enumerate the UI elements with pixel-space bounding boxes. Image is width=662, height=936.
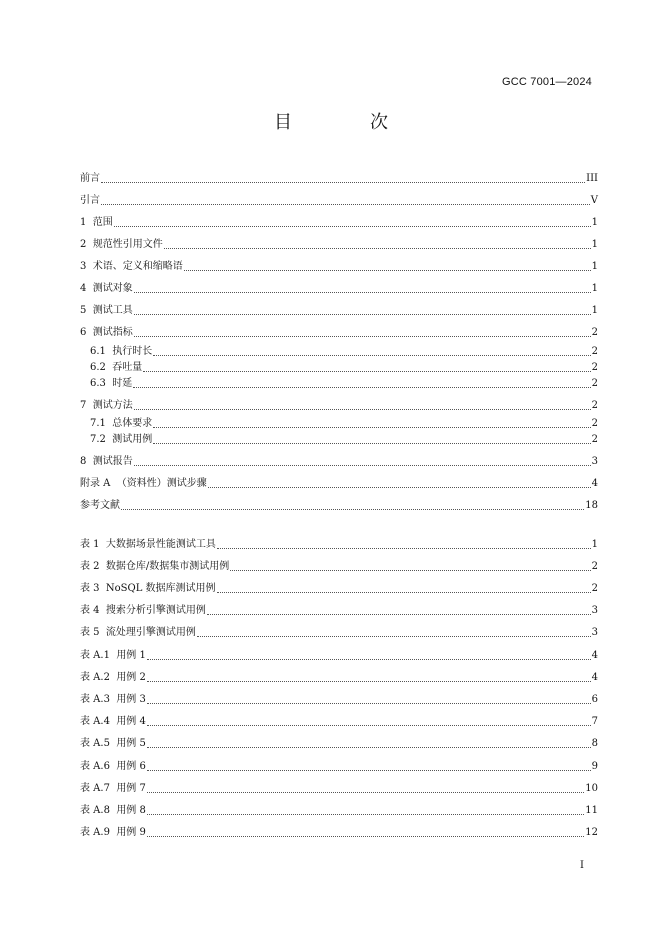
entry-title: 用例 2: [116, 672, 146, 683]
dot-leader: [133, 387, 590, 388]
entry-title: 时延: [112, 378, 133, 389]
table-list-entry[interactable]: [80, 693, 598, 707]
entry-page-number: 11: [585, 805, 598, 816]
entry-title: 测试方法: [92, 400, 133, 411]
dot-leader: [147, 659, 591, 660]
entry-number: 表 A.6: [80, 761, 110, 772]
table-list-entry[interactable]: [80, 604, 598, 618]
entry-page-number: 8: [591, 738, 598, 749]
toc-entry[interactable]: [80, 399, 598, 413]
entry-number: 7.1: [90, 418, 106, 429]
entry-title: 用例 7: [116, 783, 146, 794]
toc-entry[interactable]: [90, 433, 598, 447]
dot-leader: [134, 465, 591, 466]
entry-title: 用例 9: [116, 827, 146, 838]
dot-leader: [217, 592, 591, 593]
standard-code: GCC 7001—2024: [501, 76, 592, 88]
entry-page-number: 10: [585, 783, 598, 794]
entry-number: 表 A.8: [80, 805, 110, 816]
table-list-entry[interactable]: [80, 582, 598, 596]
entry-number: 5: [80, 305, 87, 316]
entry-number: 表 2: [80, 561, 100, 572]
entry-title: 用例 8: [116, 805, 146, 816]
entry-page-number: 2: [591, 400, 598, 411]
table-list-entry[interactable]: [80, 671, 598, 685]
table-list-entry[interactable]: [80, 715, 598, 729]
entry-page-number: 3: [591, 456, 598, 467]
entry-page-number: 7: [591, 716, 598, 727]
entry-title: 引言: [80, 195, 100, 206]
entry-title: 测试指标: [92, 327, 133, 338]
entry-page-number: 1: [591, 239, 598, 250]
dot-leader: [134, 292, 591, 293]
entry-page-number: 2: [591, 561, 598, 572]
dot-leader: [207, 614, 591, 615]
toc-entry[interactable]: [80, 499, 598, 513]
entry-title: 术语、定义和缩略语: [92, 261, 183, 272]
entry-page-number: 1: [591, 539, 598, 550]
dot-leader: [101, 204, 590, 205]
dot-leader: [143, 371, 590, 372]
table-list-entry[interactable]: [80, 649, 598, 663]
entry-page-number: 1: [591, 217, 598, 228]
entry-number: 表 A.1: [80, 650, 110, 661]
entry-number: 表 3: [80, 583, 100, 594]
entry-page-number: 2: [591, 362, 598, 373]
dot-leader: [197, 636, 591, 637]
entry-title: 测试工具: [92, 305, 133, 316]
dot-leader: [230, 570, 590, 571]
entry-page-number: 12: [585, 827, 598, 838]
entry-page-number: 3: [591, 605, 598, 616]
dot-leader: [184, 270, 591, 271]
entry-title: NoSQL 数据库测试用例: [105, 583, 216, 594]
entry-number: 7.2: [90, 434, 106, 445]
toc-entry[interactable]: [80, 326, 598, 340]
table-list-entry[interactable]: [80, 626, 598, 640]
entry-number: 表 A.3: [80, 694, 110, 705]
dot-leader: [153, 443, 590, 444]
toc-entry[interactable]: [80, 282, 598, 296]
toc-entry[interactable]: [80, 216, 598, 230]
toc-entry[interactable]: [80, 172, 598, 186]
entry-number: 表 1: [80, 539, 100, 550]
dot-leader: [101, 182, 585, 183]
entry-page-number: 1: [591, 305, 598, 316]
entry-title: 测试用例: [112, 434, 153, 445]
entry-number: 6.1: [90, 346, 106, 357]
entry-page-number: 2: [591, 378, 598, 389]
entry-title: 大数据场景性能测试工具: [105, 539, 216, 550]
toc-entry[interactable]: [90, 377, 598, 391]
entry-page-number: V: [590, 195, 598, 206]
entry-title: 流处理引擎测试用例: [105, 627, 196, 638]
entry-number: 8: [80, 456, 87, 467]
entry-page-number: 3: [591, 627, 598, 638]
entry-title: 参考文献: [80, 500, 120, 511]
toc-entry[interactable]: [90, 361, 598, 375]
entry-number: 附录 A: [80, 478, 111, 489]
entry-number: 6.3: [90, 378, 106, 389]
dot-leader: [147, 770, 591, 771]
entry-number: 2: [80, 239, 87, 250]
entry-title: （资料性）测试步骤: [116, 478, 207, 489]
entry-page-number: 2: [591, 434, 598, 445]
toc-entry[interactable]: [80, 455, 598, 469]
entry-title: 测试报告: [92, 456, 133, 467]
dot-leader: [147, 681, 591, 682]
dot-leader: [208, 487, 591, 488]
entry-title: 吞吐量: [112, 362, 143, 373]
entry-title: 用例 5: [116, 738, 146, 749]
entry-title: 执行时长: [112, 346, 153, 357]
table-list-entry[interactable]: [80, 538, 598, 552]
page-title: 目 次: [274, 112, 418, 133]
dot-leader: [147, 792, 584, 793]
entry-number: 6.2: [90, 362, 106, 373]
dot-leader: [153, 355, 590, 356]
table-list-entry[interactable]: [80, 826, 598, 840]
entry-page-number: 2: [591, 327, 598, 338]
dot-leader: [114, 226, 591, 227]
dot-leader: [153, 427, 590, 428]
entry-number: 表 5: [80, 627, 100, 638]
entry-title: 用例 4: [116, 716, 146, 727]
dot-leader: [134, 336, 591, 337]
entry-number: 表 A.7: [80, 783, 110, 794]
entry-title: 测试对象: [92, 283, 133, 294]
entry-title: 规范性引用文件: [92, 239, 163, 250]
entry-number: 表 4: [80, 605, 100, 616]
table-list-entry[interactable]: [80, 782, 598, 796]
entry-page-number: III: [586, 173, 598, 184]
toc-entry[interactable]: [90, 345, 598, 359]
entry-page-number: 4: [591, 650, 598, 661]
entry-number: 7: [80, 400, 87, 411]
entry-page-number: 6: [591, 694, 598, 705]
entry-page-number: 9: [591, 761, 598, 772]
toc-entry[interactable]: [80, 194, 598, 208]
table-list-entry[interactable]: [80, 760, 598, 774]
dot-leader: [164, 248, 591, 249]
entry-title: 总体要求: [112, 418, 153, 429]
dot-leader: [121, 509, 584, 510]
dot-leader: [147, 703, 591, 704]
entry-page-number: 1: [591, 283, 598, 294]
entry-title: 用例 6: [116, 761, 146, 772]
entry-page-number: 1: [591, 261, 598, 272]
entry-number: 表 A.5: [80, 738, 110, 749]
entry-page-number: 2: [591, 346, 598, 357]
dot-leader: [147, 747, 591, 748]
table-list-entry[interactable]: [80, 560, 598, 574]
toc-entry[interactable]: [90, 417, 598, 431]
toc-entry[interactable]: [80, 260, 598, 274]
entry-page-number: 4: [591, 672, 598, 683]
entry-title: 数据仓库/数据集市测试用例: [105, 561, 230, 572]
entry-title: 范围: [92, 217, 113, 228]
entry-page-number: 2: [591, 583, 598, 594]
entry-number: 表 A.9: [80, 827, 110, 838]
entry-number: 表 A.2: [80, 672, 110, 683]
entry-page-number: 18: [585, 500, 598, 511]
table-list-entry[interactable]: [80, 804, 598, 818]
entry-title: 前言: [80, 173, 100, 184]
dot-leader: [217, 548, 591, 549]
entry-title: 搜索分析引擎测试用例: [105, 605, 206, 616]
entry-number: 1: [80, 217, 87, 228]
toc-entry[interactable]: [80, 304, 598, 318]
entry-number: 4: [80, 283, 87, 294]
entry-number: 6: [80, 327, 87, 338]
dot-leader: [134, 409, 591, 410]
entry-number: 3: [80, 261, 87, 272]
toc-entry[interactable]: [80, 477, 598, 491]
dot-leader: [147, 814, 584, 815]
dot-leader: [147, 836, 584, 837]
entry-page-number: 4: [591, 478, 598, 489]
toc-entry[interactable]: [80, 238, 598, 252]
page-number: I: [580, 860, 584, 871]
entry-title: 用例 3: [116, 694, 146, 705]
table-list-entry[interactable]: [80, 737, 598, 751]
dot-leader: [147, 725, 591, 726]
dot-leader: [134, 314, 591, 315]
entry-number: 表 A.4: [80, 716, 110, 727]
entry-page-number: 2: [591, 418, 598, 429]
entry-title: 用例 1: [116, 650, 146, 661]
